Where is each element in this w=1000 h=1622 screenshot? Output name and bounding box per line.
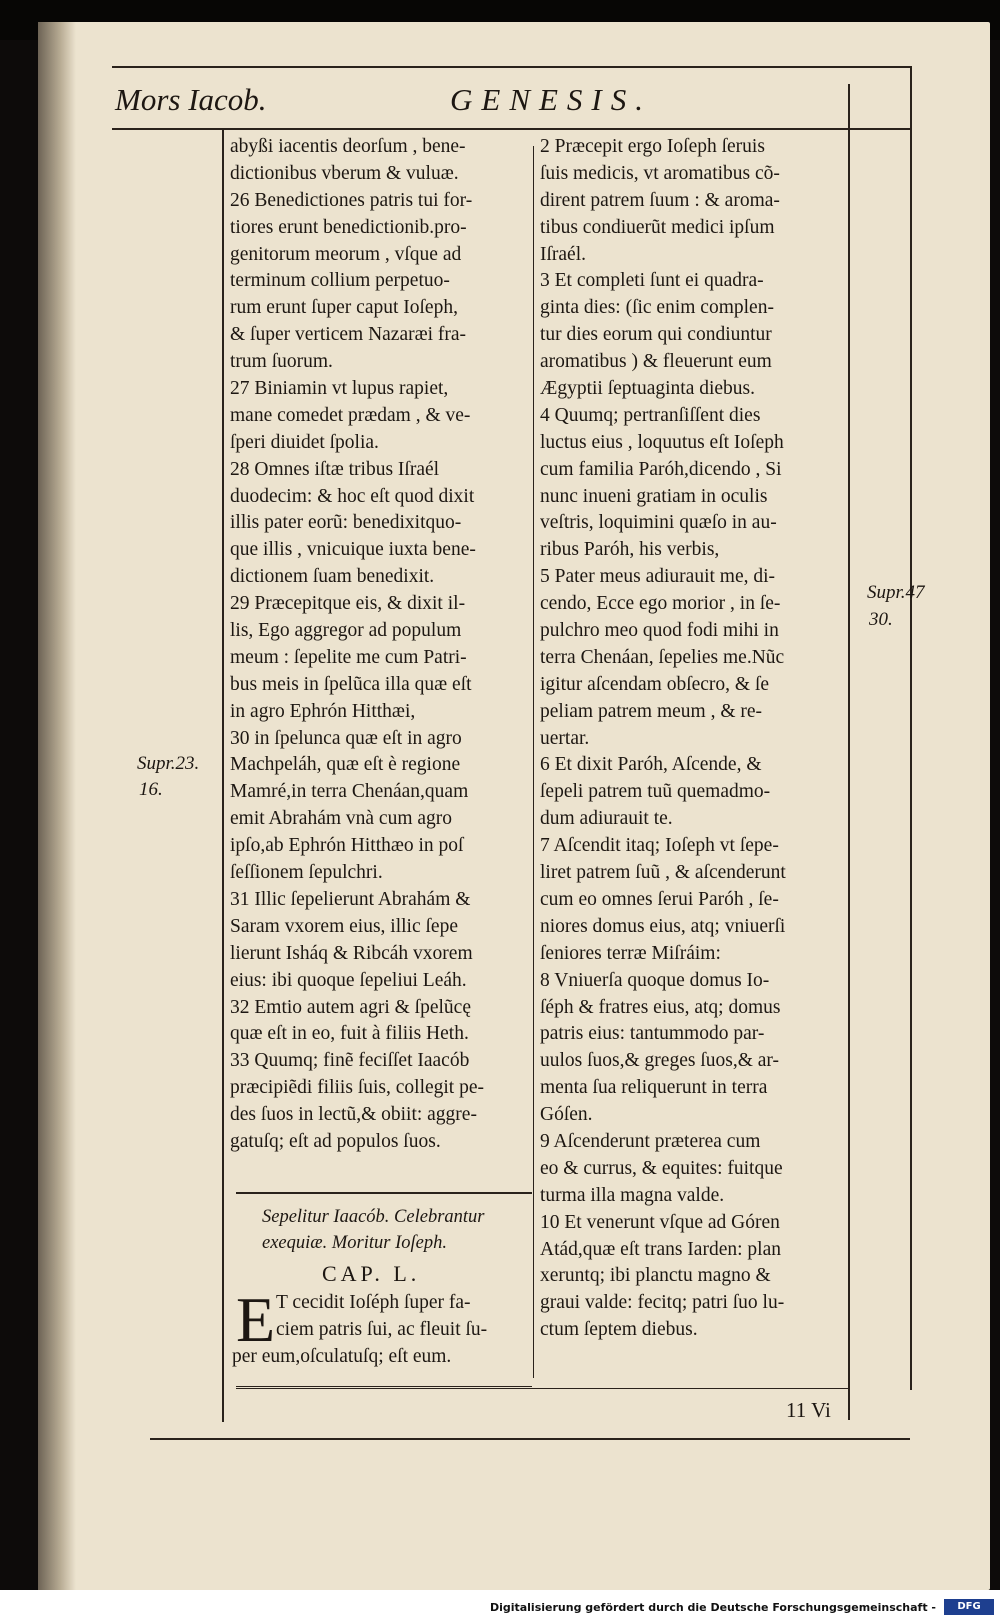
text-line: graui valde: fecitq; patri ſuo lu-: [540, 1292, 785, 1314]
digitization-credit: Digitalisierung gefördert durch die Deutsche Forschungsgemeinschaft -: [489, 1601, 936, 1614]
text-line: ſuis medicis, vt aromatibus cõ-: [540, 162, 780, 184]
text-line: menta ſua reliquerunt in terra: [540, 1077, 768, 1099]
text-line: 5 Pater meus adiurauit me, di-: [540, 566, 776, 588]
text-line: aromatibus ) & fleuerunt eum: [540, 351, 772, 373]
text-line: xeruntq; ibi planctu magno &: [540, 1265, 771, 1287]
text-line: 29 Præcepitque eis, & dixit il-: [230, 593, 466, 615]
text-line: des ſuos in lectũ,& obiit: aggre-: [230, 1104, 477, 1126]
drop-cap: E: [236, 1284, 276, 1355]
text-line: ſepeli patrem tuũ quemadmo-: [540, 781, 771, 803]
text-line: T cecidit Ioſéph ſuper fa-: [276, 1292, 471, 1313]
text-line: in agro Ephrón Hitthæi,: [230, 700, 416, 722]
text-line: Mamré,in terra Chenáan,quam: [230, 781, 469, 803]
text-line: terminum collium perpetuo-: [230, 270, 450, 292]
column-divider: [533, 146, 534, 1378]
text-line: Machpeláh, quæ eſt è regione: [230, 754, 461, 776]
chapter-summary: [262, 1204, 484, 1256]
text-line: tibus condiuerũt medici ipſum: [540, 216, 775, 238]
text-line: dictionibus vberum & vuluæ.: [230, 162, 459, 184]
chapter-summary-line: Sepelitur Iaacób. Celebrantur: [262, 1207, 485, 1227]
text-line: dum adiurauit te.: [540, 808, 673, 830]
left-text-column: [230, 134, 530, 1156]
text-line: 3 Et completi ſunt ei quadra-: [540, 270, 764, 292]
text-line: abyßi iacentis deorſum , bene-: [230, 136, 466, 157]
text-line: 2 Præcepit ergo Ioſeph ſeruis: [540, 136, 765, 157]
chapter-rule-top: [236, 1192, 532, 1194]
text-line: dictionem ſuam benedixit.: [230, 566, 435, 588]
catchword: 11 Vi: [786, 1398, 831, 1422]
text-line: mane comedet prædam , & ve-: [230, 404, 471, 426]
text-line: præcipiẽdi filiis ſuis, collegit pe-: [230, 1077, 484, 1099]
text-line: ſeſſionem ſepulchri.: [230, 862, 383, 884]
text-line: 31 Illic ſepelierunt Abrahám &: [230, 888, 471, 910]
text-line: ipſo,ab Ephrón Hitthæo in poſ: [230, 835, 464, 857]
text-line: 6 Et dixit Paróh, Aſcende, &: [540, 754, 762, 776]
text-line: turma illa magna valde.: [540, 1184, 725, 1206]
text-line: Atád,quæ eſt trans Iarden: plan: [540, 1238, 781, 1260]
text-line: ginta dies: (ſic enim complen-: [540, 297, 774, 319]
text-line: ſeniores terræ Miſráim:: [540, 942, 721, 964]
text-line: 30 in ſpelunca quæ eſt in agro: [230, 727, 462, 749]
text-line: tiores erunt benedictionib.pro-: [230, 216, 467, 238]
text-line: 26 Benedictiones patris tui for-: [230, 189, 473, 211]
running-title: Mors Iacob.: [115, 82, 267, 117]
text-line: cum eo omnes ſerui Paróh , ſe-: [540, 888, 779, 910]
header-rule: [112, 128, 912, 130]
text-line: cendo, Ecce ego morior , in ſe-: [540, 593, 781, 615]
margin-note-right-ref: Supr.47: [867, 582, 925, 603]
text-line: 4 Quumq; pertranſiſſent dies: [540, 404, 761, 426]
text-line: peliam patrem meum , & re-: [540, 700, 763, 722]
margin-note-left-verse: 16.: [139, 779, 163, 800]
book-title: GENESIS.: [450, 82, 653, 117]
text-line: uulos ſuos,& greges ſuos,& ar-: [540, 1050, 779, 1072]
text-line: pulchro meo quod fodi mihi in: [540, 620, 779, 642]
text-line: que illis , vnicuique iuxta bene-: [230, 539, 476, 561]
text-line: lierunt Isháq & Ribcáh vxorem: [230, 942, 473, 964]
text-line: per eum,oſculatuſq; eſt eum.: [232, 1346, 452, 1367]
text-line: luctus eius , loquutus eſt Ioſeph: [540, 431, 784, 453]
right-frame-rule: [910, 66, 912, 1390]
text-line: liret patrem ſuũ , & aſcenderunt: [540, 862, 786, 884]
text-line: duodecim: & hoc eſt quod dixit: [230, 485, 475, 507]
text-line: Góſen.: [540, 1104, 593, 1126]
text-line: trum ſuorum.: [230, 351, 333, 373]
text-line: 9 Aſcenderunt præterea cum: [540, 1130, 761, 1152]
text-line: ribus Paróh, his verbis,: [540, 539, 720, 561]
text-line: ſperi diuidet ſpolia.: [230, 431, 379, 453]
text-line: veſtris, loquimini quæſo in au-: [540, 512, 777, 534]
left-margin-rule: [222, 130, 224, 1422]
chapter-summary-line: exequiæ. Moritur Ioſeph.: [262, 1233, 447, 1253]
text-line: 10 Et venerunt vſque ad Góren: [540, 1211, 780, 1233]
text-line: eius: ibi quoque ſepeliui Leáh.: [230, 969, 467, 991]
text-line: quæ eſt in eo, fuit à filiis Heth.: [230, 1023, 469, 1045]
text-line: 8 Vniuerſa quoque domus Io-: [540, 969, 770, 991]
text-line: genitorum meorum , vſque ad: [230, 243, 462, 265]
text-line: meum : ſepelite me cum Patri-: [230, 646, 467, 668]
text-line: bus meis in ſpelũca illa quæ eſt: [230, 673, 472, 695]
text-line: niores domus eius, atq; vniuerſi: [540, 915, 786, 937]
text-line: uertar.: [540, 727, 590, 749]
text-line: Ægyptii ſeptuaginta diebus.: [540, 378, 756, 400]
text-line: Iſraél.: [540, 243, 587, 265]
chapter-rule-bottom: [236, 1386, 532, 1387]
margin-note-left-ref: Supr.23.: [137, 753, 200, 774]
text-line: 33 Quumq; finẽ feciſſet Iaacób: [230, 1050, 470, 1072]
text-line: lis, Ego aggregor ad populum: [230, 620, 462, 642]
text-line: dirent patrem ſuum : & aroma-: [540, 189, 780, 211]
column-bottom-rule: [236, 1388, 848, 1389]
text-line: 32 Emtio autem agri & ſpelũcę: [230, 996, 471, 1018]
text-line: ciem patris ſui, ac fleuit ſu-: [276, 1318, 488, 1340]
text-line: emit Abrahám vnà cum agro: [230, 808, 453, 830]
right-text-column: [540, 134, 850, 1344]
text-line: rum erunt ſuper caput Ioſeph,: [230, 297, 458, 319]
text-line: 28 Omnes iſtæ tribus Iſraél: [230, 458, 440, 480]
page-gutter-shadow: [38, 22, 76, 1590]
dfg-logo: DFG: [944, 1599, 994, 1615]
text-line: & ſuper verticem Nazaræi fra-: [230, 324, 467, 346]
text-line: terra Chenáan, ſepelies me.Nũc: [540, 646, 785, 668]
top-rule: [112, 66, 912, 68]
text-line: gatuſq; eſt ad populos ſuos.: [230, 1130, 441, 1152]
chapter-heading: CAP. L.: [322, 1261, 421, 1286]
text-line: ſéph & fratres eius, atq; domus: [540, 996, 781, 1018]
chapter-opening-text: [276, 1290, 487, 1344]
text-line: eo & currus, & equites: fuitque: [540, 1157, 783, 1179]
text-line: 7 Aſcendit itaq; Ioſeph vt ſepe-: [540, 835, 779, 857]
text-line: nunc inueni gratiam in oculis: [540, 485, 768, 507]
text-line: igitur aſcendam obſecro, & ſe: [540, 673, 770, 695]
text-line: patris eius: tantummodo par-: [540, 1023, 765, 1045]
footer-rule: [150, 1438, 910, 1440]
text-line: 27 Biniamin vt lupus rapiet,: [230, 378, 449, 400]
margin-note-right-verse: 30.: [869, 609, 893, 630]
text-line: illis pater eorũ: benedixitquo-: [230, 512, 462, 534]
text-line: Saram vxorem eius, illic ſepe: [230, 915, 458, 937]
text-line: tur dies eorum qui condiuntur: [540, 324, 772, 346]
text-line: cum familia Paróh,dicendo , Si: [540, 458, 782, 480]
text-line: ctum ſeptem diebus.: [540, 1319, 698, 1341]
